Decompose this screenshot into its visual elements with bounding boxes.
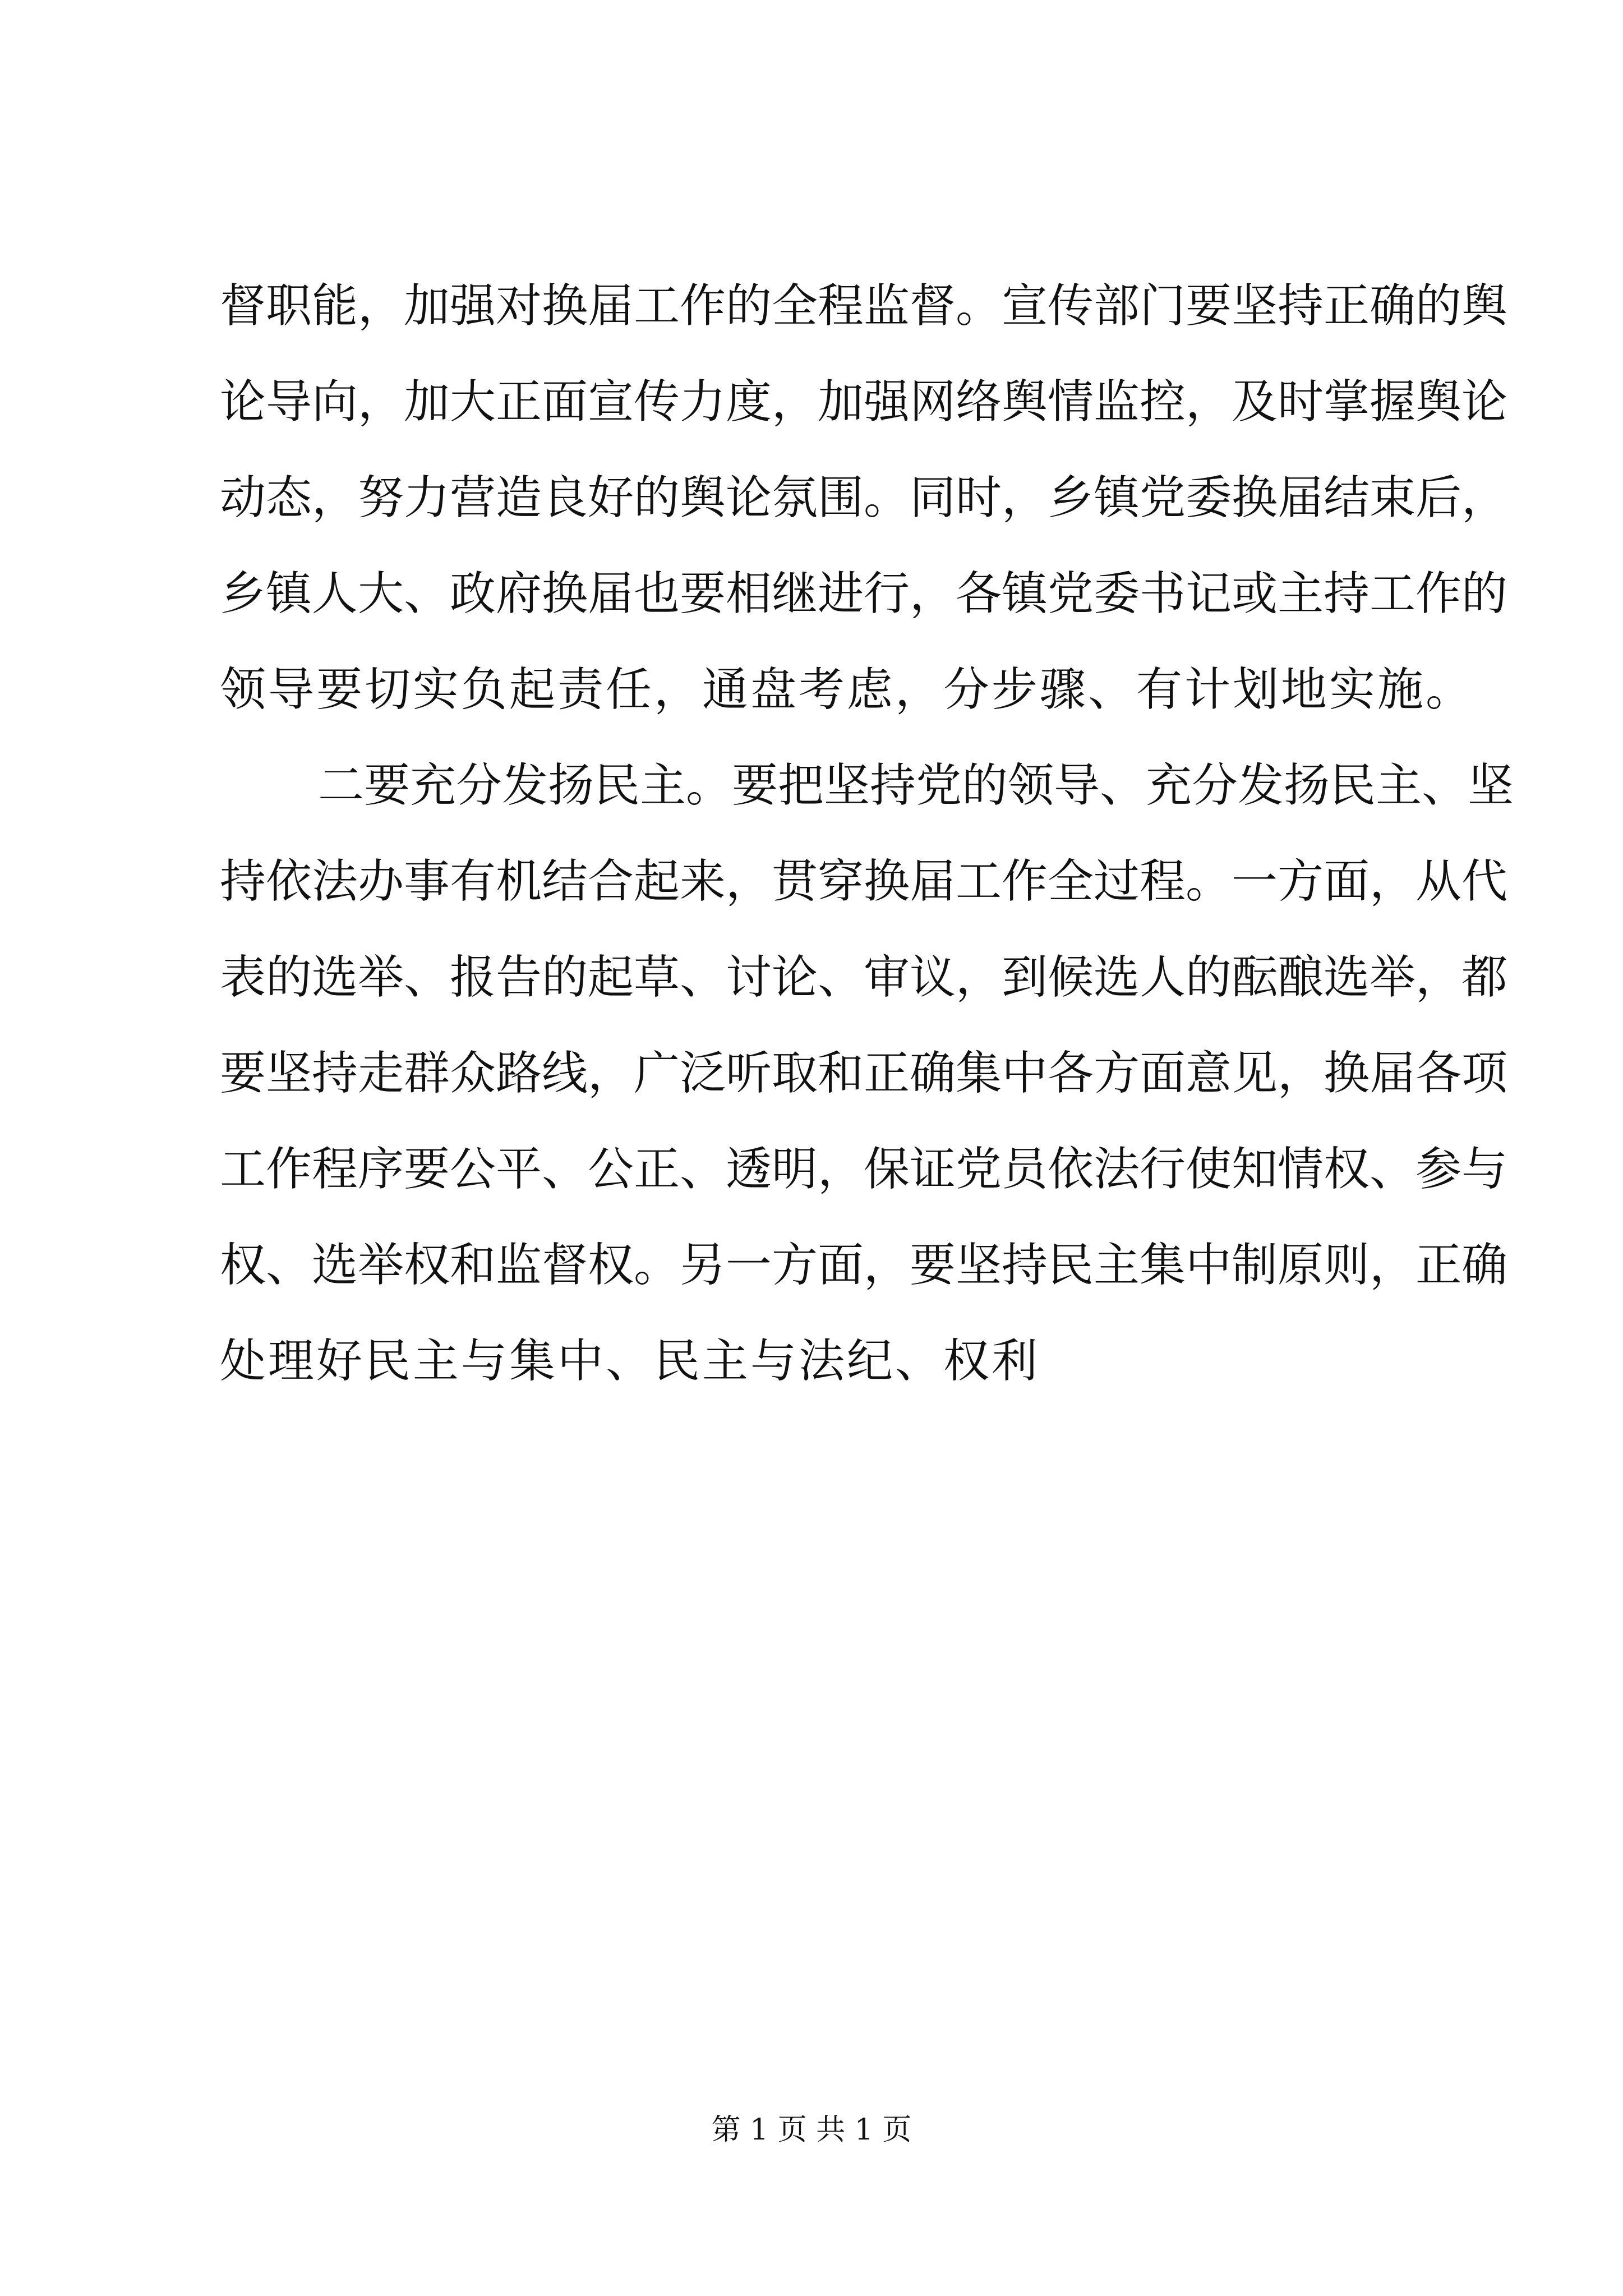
paragraph-2-line-3: 表的选举、报告的起草、讨论、审议，到候选人的酝酿选举，都 [220,951,1508,1004]
page-footer: 第 1 页 共 1 页 [711,2113,912,2147]
document-body [220,258,1514,1409]
paragraph-1-line-3: 动态，努力营造良好的舆论氛围。同时，乡镇党委换届结束后， [220,471,1508,524]
paragraph-2-line-1: 二要充分发扬民主。要把坚持党的领导、充分发扬民主、坚 [318,759,1514,812]
paragraph-1-line-5: 领导要切实负起责任，通盘考虑，分步骤、有计划地实施。 [220,663,1474,716]
paragraph-2-line-5: 工作程序要公平、公正、透明，保证党员依法行使知情权、参与 [220,1143,1508,1196]
paragraph-2-line-4: 要坚持走群众路线，广泛听取和正确集中各方面意见，换届各项 [220,1047,1508,1100]
paragraph-2-line-7: 处理好民主与集中、民主与法纪、权利 [220,1335,1040,1388]
paragraph-2-line-6: 权、选举权和监督权。另一方面，要坚持民主集中制原则，正确 [220,1239,1508,1292]
paragraph-2-line-2: 持依法办事有机结合起来，贯穿换届工作全过程。一方面，从代 [220,855,1508,908]
paragraph-1-line-2: 论导向，加大正面宣传力度，加强网络舆情监控，及时掌握舆论 [220,375,1508,429]
paragraph-1-line-1: 督职能，加强对换届工作的全程监督。宣传部门要坚持正确的舆 [220,279,1508,333]
paragraph-1-line-4: 乡镇人大、政府换届也要相继进行，各镇党委书记或主持工作的 [220,567,1508,620]
